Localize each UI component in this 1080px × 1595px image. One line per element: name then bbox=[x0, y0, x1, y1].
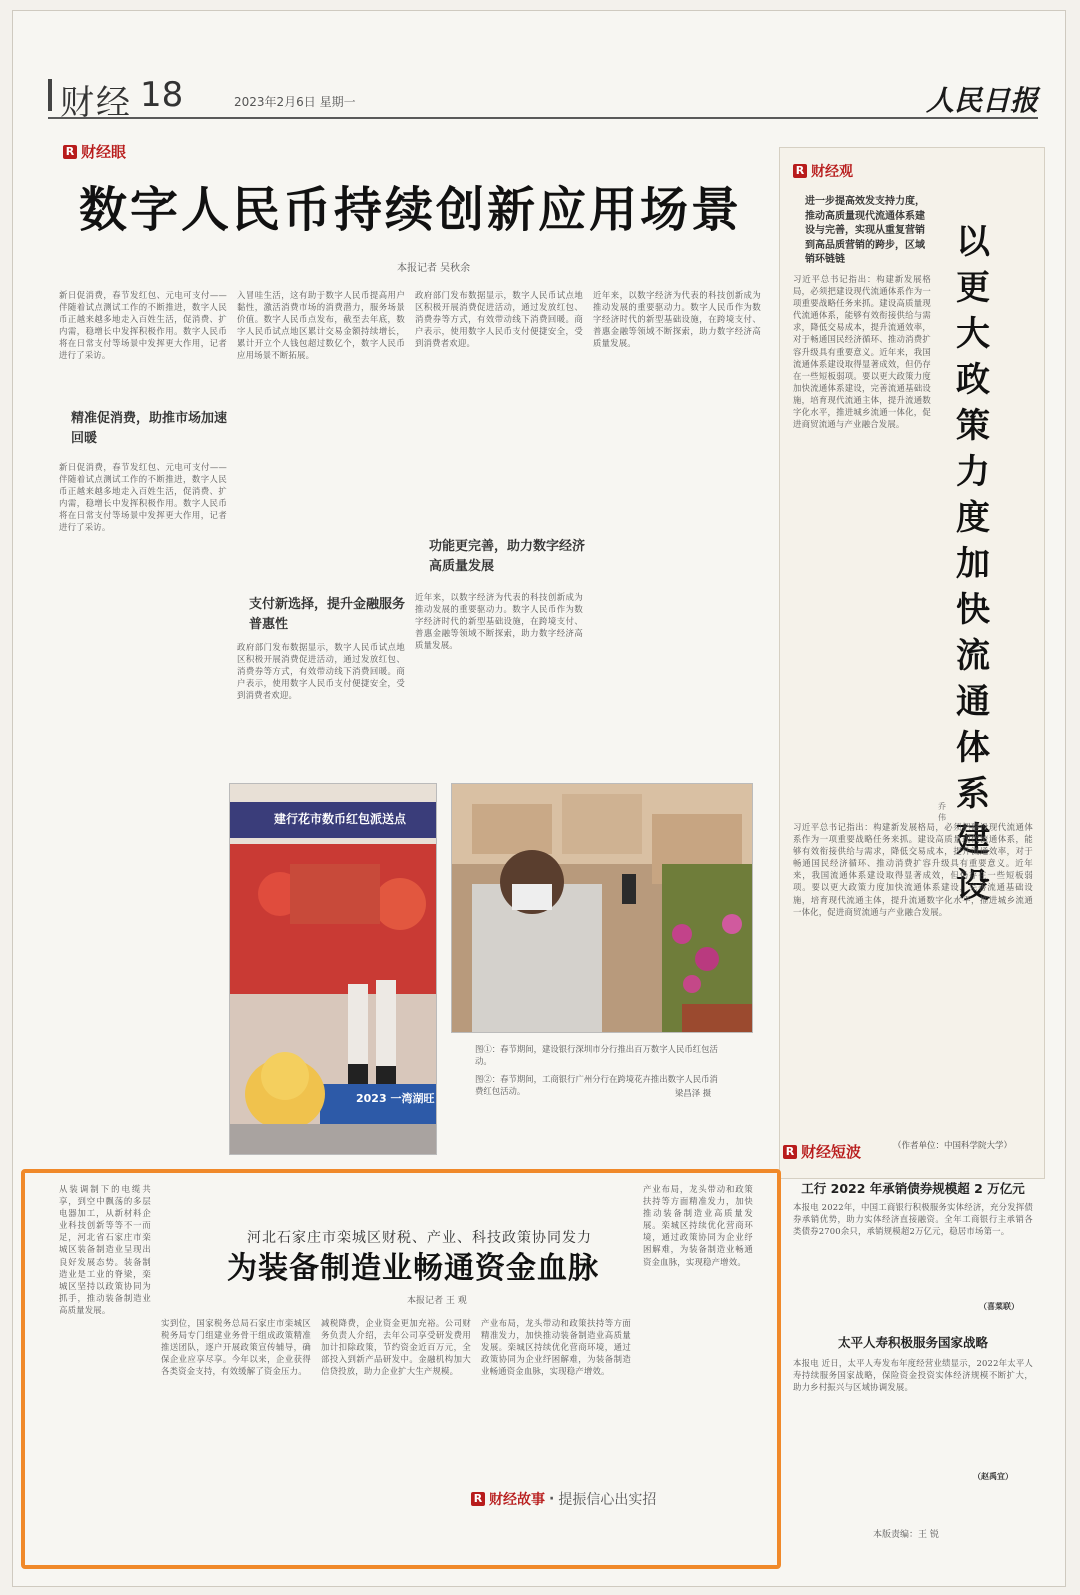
brief-2-body: 本报电 近日，太平人寿发布年度经营业绩显示，2022年太平人寿持续服务国家战略，保险资金投资实体经济规模不断扩大，助力乡村振兴与区域协调发展。 bbox=[793, 1358, 1033, 1393]
page-editor: 本版责编：王 锐 bbox=[873, 1530, 939, 1540]
main-column-label: 财经眼 bbox=[81, 143, 127, 161]
sidebar-title: 以更大政策力度加快流通体系建设 bbox=[956, 222, 990, 906]
masthead bbox=[48, 73, 1038, 123]
article-column-2: 入冒哇生活，这有助于数字人民币提高用户黏性，激活消费市场的消费潜力，服务场景价值。数字人民币点发布，截至去年底，数字人民币试点地区累计交易金额持续增长，累计开立个人钱包超过数亿个，数字人民币应用场景不断拓展。 bbox=[237, 290, 405, 361]
page-number: 18 bbox=[140, 75, 184, 115]
article-column-1: 新日促消费，春节发红包、元电可支付——伴随着试点测试工作的不断推进，数字人民币正越来越多地走入百姓生活，促消费、扩内需，稳增长中发挥积极作用。数字人民币将在日常支付等场景中发挥更大作用，记者进行了采访。 bbox=[59, 290, 227, 361]
masthead-bar bbox=[48, 79, 52, 111]
article-column-4: 近年来，以数字经济为代表的科技创新成为推动发展的重要驱动力。数字人民币作为数字经济时代的新型基础设施，在跨境支付、普惠金融等领域不断探索，助力数字经济高质量发展。 bbox=[593, 290, 761, 349]
newspaper-page bbox=[12, 10, 1066, 1587]
article-column-1b: 新日促消费，春节发红包、元电可支付——伴随着试点测试工作的不断推进，数字人民币正越来越多地走入百姓生活，促消费、扩内需，稳增长中发挥积极作用。数字人民币将在日常支付等场景中发挥更大作用，记者进行了采访。 bbox=[59, 462, 227, 533]
brief-2-title: 太平人寿积极服务国家战略 bbox=[837, 1335, 988, 1350]
column-badge-icon: R bbox=[793, 164, 807, 178]
main-column-badge bbox=[63, 141, 126, 162]
feature-column-3: 减税降费，企业资金更加充裕。公司财务负责人介绍，去年公司享受研发费用加计扣除政策，节约资金近百万元，全部投入到新产品研发中。金融机构加大信贷投放，助力企业扩大生产规模。 bbox=[321, 1318, 471, 1377]
main-byline: 本报记者 吴秋余 bbox=[397, 263, 471, 274]
newspaper-logo: 人民日报 bbox=[925, 84, 1038, 117]
feature-column-2: 实到位，国家税务总局石家庄市栾城区税务局专门组建业务骨干组成政策精准推送团队，逐户开展政策宣传辅导，确保企业应享尽享。今年以来，企业获得各类资金支持，有效缓解了资金压力。 bbox=[161, 1318, 311, 1377]
feature-column-4: 产业布局，龙头带动和政策扶持等方面精准发力，加快推动装备制造业高质量发展。栾城区持续优化营商环境，通过政策协同为企业纾困解难，为装备制造业畅通资金血脉，实现稳产增效。 bbox=[481, 1318, 631, 1377]
briefs-column-label: 财经短波 bbox=[801, 1143, 862, 1161]
brief-1-source: （喜菜联） bbox=[979, 1301, 1019, 1311]
feature-kicker: 河北石家庄市栾城区财税、产业、科技政策协同发力 bbox=[247, 1230, 592, 1246]
article-column-3: 政府部门发布数据显示，数字人民币试点地区积极开展消费促进活动，通过发放红包、消费券等方式，有效带动线下消费回暖。商户表示，使用数字人民币支付便捷安全，受到消费者欢迎。 bbox=[415, 290, 583, 349]
column-badge-icon: R bbox=[63, 145, 77, 159]
section-name: 财经 bbox=[60, 83, 132, 123]
sidebar-body-top: 习近平总书记指出：构建新发展格局，必须把建设现代流通体系作为一项重要战略任务来抓。建设高质量现代流通体系，能够有效衔接供给与需求，降低交易成本，提升流通效率，对于畅通国民经济循环、推动消费扩容升级具有重要意义。近年来，我国流通体系建设取得显著成效，但仍存在一些短板弱项。要以更大政策力度加快流通体系建设，完善流通基础设施，培育现代流通主体，提升流通数字化水平，推进城乡流通一体化，促进商贸流通与产业融合发展。 bbox=[793, 274, 931, 430]
article-column-3b: 近年来，以数字经济为代表的科技创新成为推动发展的重要驱动力。数字人民币作为数字经济时代的新型基础设施，在跨境支付、普惠金融等领域不断探索，助力数字经济高质量发展。 bbox=[415, 592, 583, 651]
photo-phone-payment bbox=[451, 783, 753, 1033]
article-column-2b: 政府部门发布数据显示，数字人民币试点地区积极开展消费促进活动，通过发放红包、消费券等方式，有效带动线下消费回暖。商户表示，使用数字人民币支付便捷安全，受到消费者欢迎。 bbox=[237, 642, 405, 701]
sidebar-author: 乔 伟 bbox=[938, 802, 946, 822]
main-headline: 数字人民币持续创新应用场景 bbox=[79, 182, 743, 238]
sidebar-author-unit: （作者单位：中国科学院大学） bbox=[893, 1141, 1013, 1151]
issue-date: 2023年2月6日 星期一 bbox=[234, 95, 356, 109]
brief-2-source: （赵禹宜） bbox=[973, 1471, 1013, 1481]
column-badge-icon: R bbox=[783, 1145, 797, 1159]
brief-1-body: 本报电 2022年，中国工商银行积极服务实体经济，充分发挥债券承销优势，助力实体经济直接融资。全年工商银行主承销各类债券2700余只，承销规模超2万亿元，稳居市场第一。 bbox=[793, 1202, 1033, 1237]
subhead-1: 精准促消费，助推市场加速回暖 bbox=[71, 411, 228, 446]
photo-credit: 梁昌泽 摄 bbox=[675, 1088, 712, 1098]
feature-headline: 为装备制造业畅通资金血脉 bbox=[227, 1251, 599, 1286]
sidebar-lead: 进一步提高效发支持力度，推动高质量现代流通体系建设与完善，实现从重复营销到高品质营销的跨步，区域销环链链 bbox=[805, 196, 925, 265]
sidebar-column-badge bbox=[793, 161, 853, 181]
feature-column-right: 产业布局，龙头带动和政策扶持等方面精准发力，加快推动装备制造业高质量发展。栾城区持续优化营商环境，通过政策协同为企业纾困解难，为装备制造业畅通资金血脉，实现稳产增效。 bbox=[643, 1184, 753, 1267]
feature-footer-slogan: 提振信心出实招 bbox=[558, 1492, 657, 1508]
column-badge-icon: R bbox=[471, 1492, 485, 1506]
subhead-2: 支付新选择，提升金融服务普惠性 bbox=[249, 597, 406, 632]
photo-flower-market-booth bbox=[229, 783, 437, 1155]
subhead-3: 功能更完善，助力数字经济高质量发展 bbox=[429, 539, 586, 574]
brief-1-title: 工行 2022 年承销债券规模超 2 万亿元 bbox=[801, 1181, 1025, 1196]
sidebar-body-bottom: 习近平总书记指出：构建新发展格局，必须把建设现代流通体系作为一项重要战略任务来抓。建设高质量现代流通体系，能够有效衔接供给与需求，降低交易成本，提升流通效率，对于畅通国民经济循环、推动消费扩容升级具有重要意义。近年来，我国流通体系建设取得显著成效，但仍存在一些短板弱项。要以更大政策力度加快流通体系建设，完善流通基础设施，培育现代流通主体，提升流通数字化水平，推进城乡流通一体化，促进商贸流通与产业融合发展。 bbox=[793, 822, 1033, 917]
photo-caption-1: 图①：春节期间，建设银行深圳市分行推出百万数字人民币红包活动。 bbox=[475, 1044, 718, 1066]
photo-caption-2: 图②：春节期间，工商银行广州分行在跨境花卉推出数字人民币消费红包活动。 bbox=[475, 1074, 718, 1096]
feature-byline: 本报记者 王 观 bbox=[407, 1296, 467, 1306]
feature-footer-label: 财经故事 bbox=[489, 1492, 545, 1508]
footer-separator: · bbox=[549, 1491, 555, 1507]
feature-column-left: 从装调制下的电缆共享，到空中飘荡的多层电器加工，从新材料企业科技创新等等不一而足，河北省石家庄市栾城区装备制造业呈现出良好发展态势。装备制造业是工业的脊梁，栾城区坚持以政策协同为抓手，推动装备制造业高质量发展。 bbox=[59, 1184, 151, 1315]
booth-banner-text: 建行花市数币红包派送点 bbox=[274, 812, 407, 826]
briefs-column-badge bbox=[783, 1141, 861, 1162]
booth-sign-text: 2023 一湾湖旺 bbox=[356, 1092, 435, 1105]
feature-footer-badge bbox=[471, 1489, 656, 1509]
sidebar-column-label: 财经观 bbox=[811, 164, 853, 180]
